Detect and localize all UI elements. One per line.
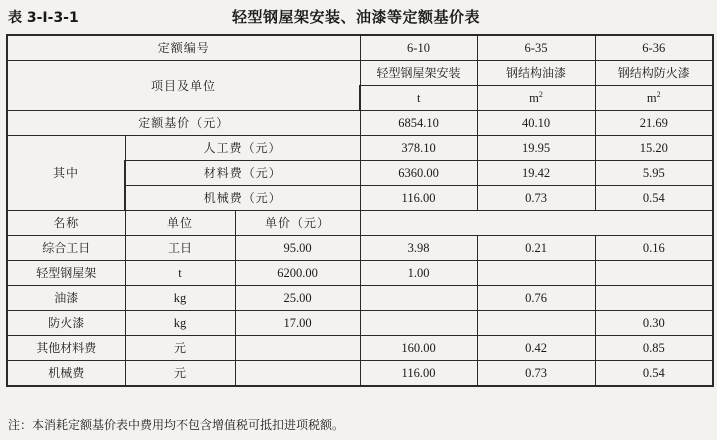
cost-value-cell: 378.10 <box>360 136 477 161</box>
base-price-row <box>7 111 713 136</box>
resource-qty <box>477 311 595 336</box>
resource-price <box>235 361 360 387</box>
resource-name: 综合工日 <box>7 236 125 261</box>
resource-name-header: 名称 <box>7 211 125 236</box>
cost-value-cell: 116.00 <box>360 186 477 211</box>
table-number: 表 3-Ⅰ-3-1 <box>8 10 79 26</box>
unit-cell <box>360 86 477 111</box>
labor-cost-label: 人工费（元） <box>125 136 360 161</box>
quota-price-table <box>6 34 714 387</box>
base-price-cell: 6854.10 <box>360 111 477 136</box>
resource-unit: t <box>125 261 235 286</box>
resource-qty: 0.21 <box>477 236 595 261</box>
item-name-cell: 钢结构防火漆 <box>595 61 713 86</box>
resource-header-row <box>7 211 713 236</box>
table-header <box>0 0 717 30</box>
cost-value-cell: 19.42 <box>477 161 595 186</box>
unit-superscript: 2 <box>538 90 543 100</box>
item-unit-label: 项目及单位 <box>7 61 360 111</box>
cost-value-cell: 5.95 <box>595 161 713 186</box>
unit-cell <box>477 86 595 111</box>
resource-qty: 1.00 <box>360 261 477 286</box>
resource-name: 防火漆 <box>7 311 125 336</box>
resource-name: 其他材料费 <box>7 336 125 361</box>
item-name-row <box>7 61 713 86</box>
resource-qty: 0.85 <box>595 336 713 361</box>
resource-unit: kg <box>125 286 235 311</box>
resource-row <box>7 311 713 336</box>
material-cost-label: 材料费（元） <box>125 161 360 186</box>
footnote: 注：本消耗定额基价表中费用均不包含增值税可抵扣进项税额。 <box>8 418 345 432</box>
base-price-cell: 40.10 <box>477 111 595 136</box>
resource-qty <box>360 311 477 336</box>
quota-number-cell: 6-35 <box>477 35 595 61</box>
resource-row <box>7 236 713 261</box>
quota-number-cell: 6-36 <box>595 35 713 61</box>
unit-text: m <box>529 91 539 106</box>
base-price-cell: 21.69 <box>595 111 713 136</box>
quota-number-row <box>7 35 713 61</box>
resource-unit: kg <box>125 311 235 336</box>
resource-price: 25.00 <box>235 286 360 311</box>
resource-unit: 元 <box>125 336 235 361</box>
resource-qty: 0.30 <box>595 311 713 336</box>
resource-unit: 工日 <box>125 236 235 261</box>
cost-value-cell: 19.95 <box>477 136 595 161</box>
resource-header-blank <box>360 211 713 236</box>
cost-value-cell: 15.20 <box>595 136 713 161</box>
resource-name: 油漆 <box>7 286 125 311</box>
unit-text: m <box>646 91 657 106</box>
machinery-cost-label: 机械费（元） <box>125 186 360 211</box>
quota-number-label: 定额编号 <box>7 35 360 61</box>
resource-qty <box>360 286 477 311</box>
resource-qty: 0.16 <box>595 236 713 261</box>
cost-value-cell: 6360.00 <box>360 161 477 186</box>
unit-text: t <box>417 91 421 106</box>
resource-price: 6200.00 <box>235 261 360 286</box>
quota-number-cell: 6-10 <box>360 35 477 61</box>
resource-row <box>7 361 713 387</box>
resource-qty: 116.00 <box>360 361 477 387</box>
cost-value-cell: 0.54 <box>595 186 713 211</box>
labor-cost-row <box>7 136 713 161</box>
resource-row <box>7 261 713 286</box>
resource-name: 机械费 <box>7 361 125 387</box>
resource-qty <box>595 286 713 311</box>
item-name-cell: 钢结构油漆 <box>477 61 595 86</box>
item-name-cell: 轻型钢屋架安装 <box>360 61 477 86</box>
among-label: 其中 <box>7 136 125 211</box>
table-title: 轻型钢屋架安装、油漆等定额基价表 <box>232 8 481 26</box>
resource-qty: 160.00 <box>360 336 477 361</box>
cost-value-cell: 0.73 <box>477 186 595 211</box>
resource-qty: 0.73 <box>477 361 595 387</box>
resource-qty: 0.76 <box>477 286 595 311</box>
resource-qty <box>477 261 595 286</box>
unit-cell <box>595 86 713 111</box>
unit-superscript: 2 <box>656 90 661 100</box>
resource-qty: 3.98 <box>360 236 477 261</box>
resource-qty <box>595 261 713 286</box>
resource-price: 17.00 <box>235 311 360 336</box>
resource-price-header: 单价（元） <box>235 211 360 236</box>
resource-unit: 元 <box>125 361 235 387</box>
resource-unit-header: 单位 <box>125 211 235 236</box>
base-price-label: 定额基价（元） <box>7 111 360 136</box>
resource-qty: 0.54 <box>595 361 713 387</box>
resource-row <box>7 336 713 361</box>
resource-qty: 0.42 <box>477 336 595 361</box>
resource-row <box>7 286 713 311</box>
resource-price <box>235 336 360 361</box>
resource-name: 轻型钢屋架 <box>7 261 125 286</box>
resource-price: 95.00 <box>235 236 360 261</box>
